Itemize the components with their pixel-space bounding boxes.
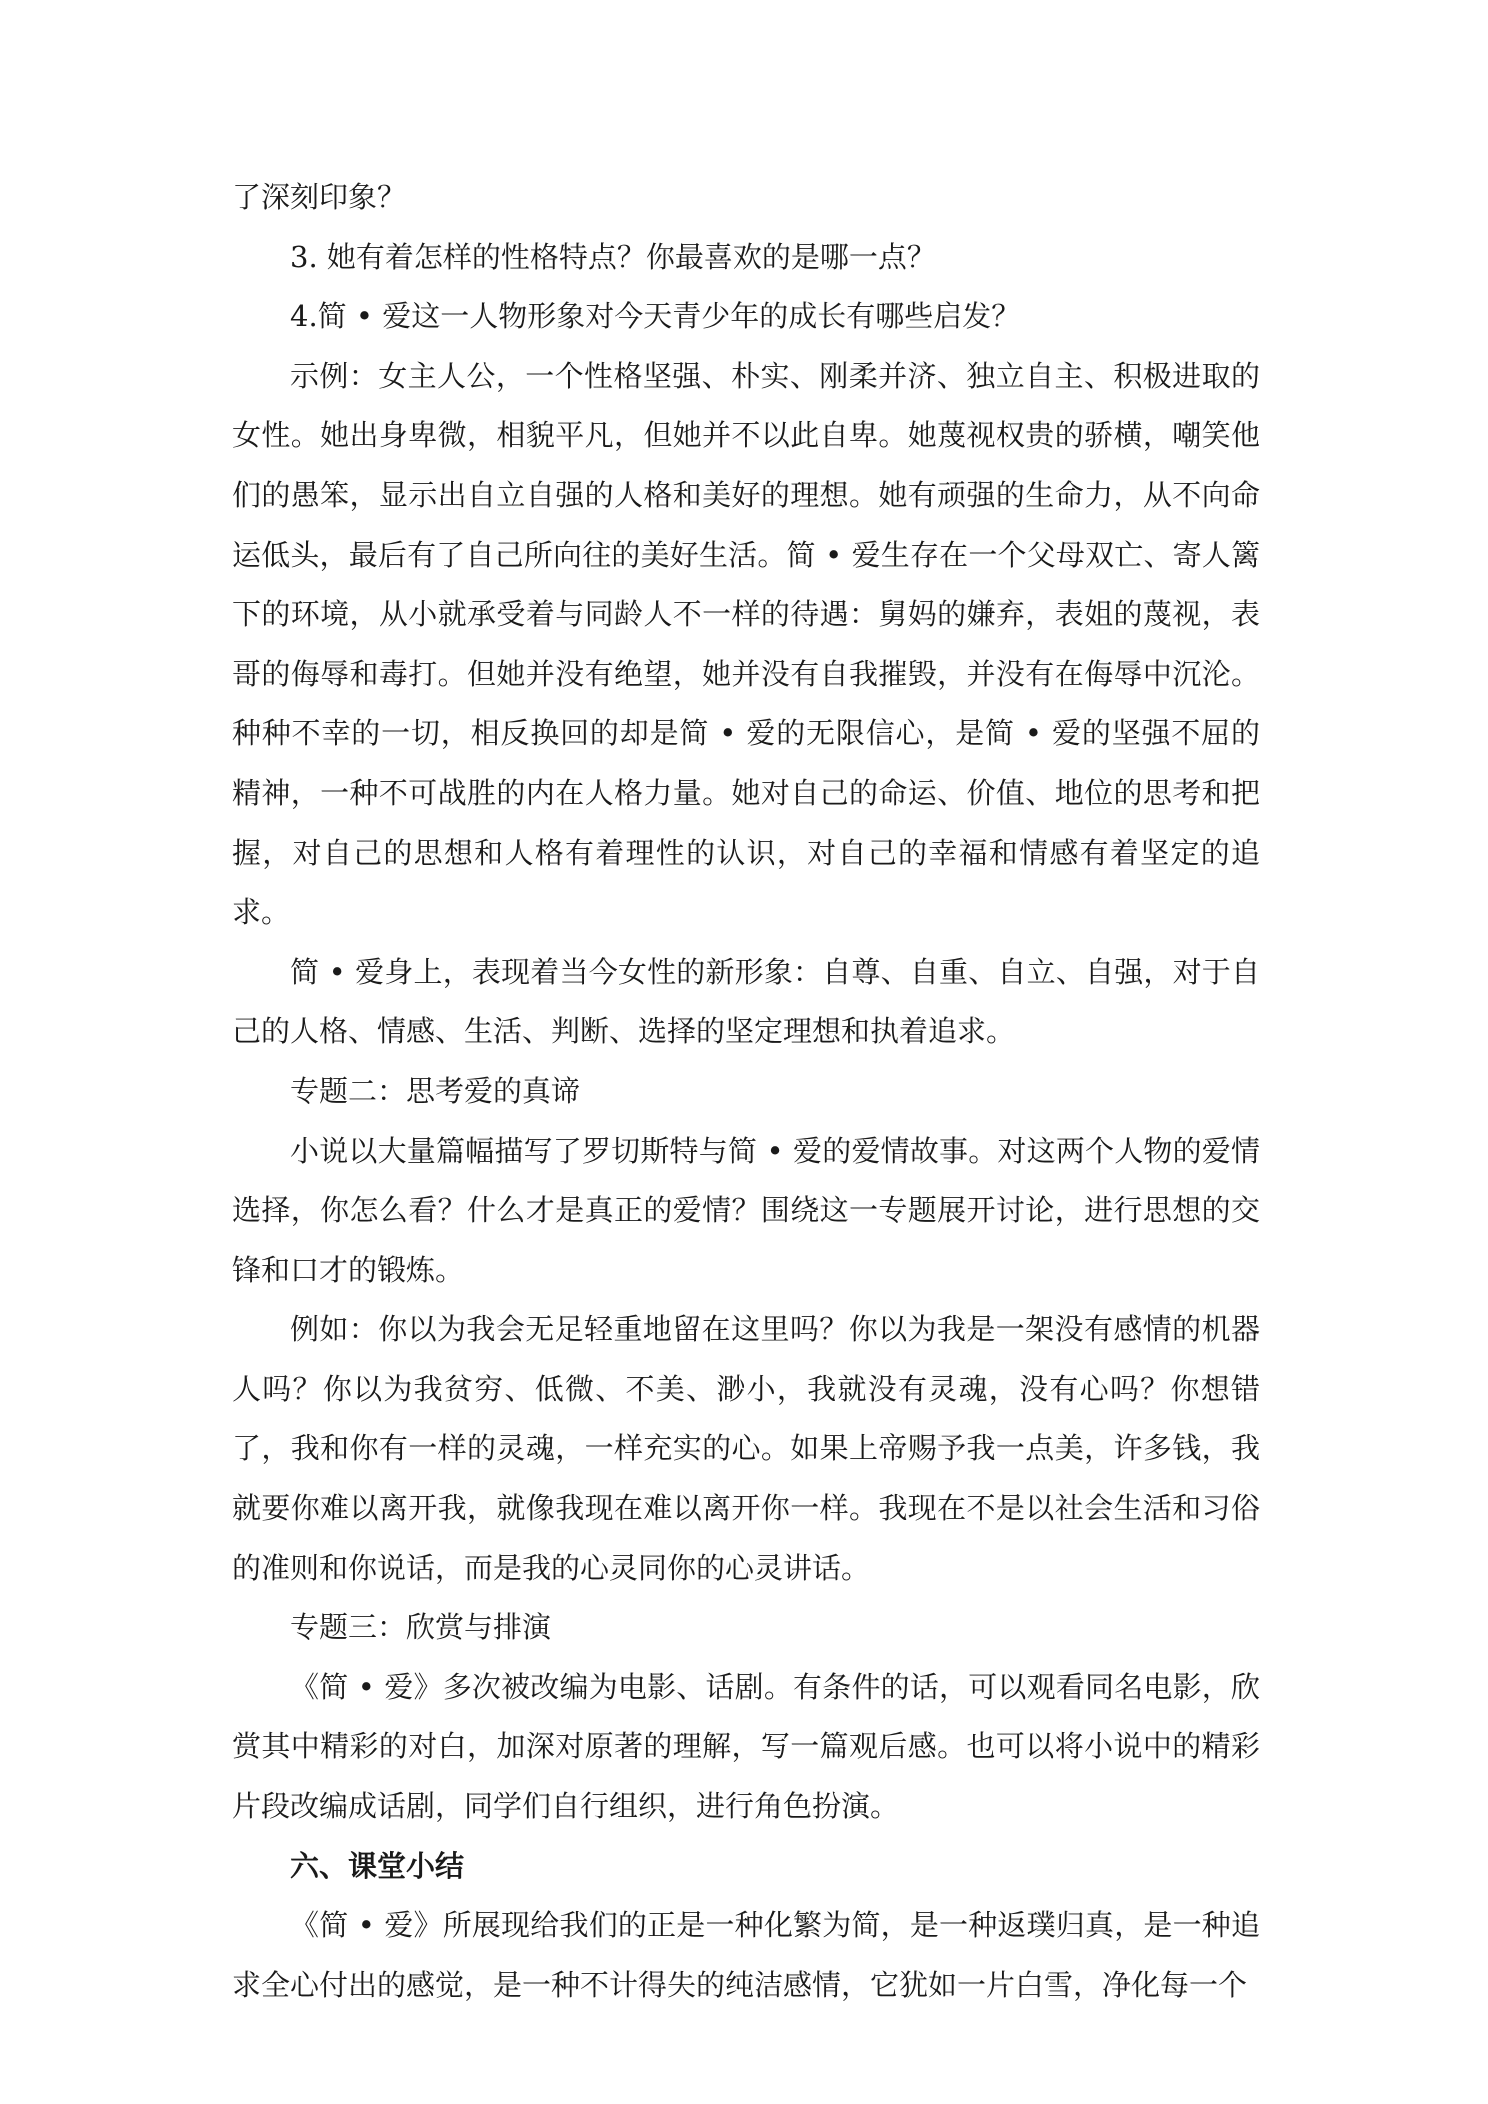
topic-three-title: 专题三：欣赏与排演 [290,1610,552,1645]
summary-paragraph: 《简 • 爱》所展现给我们的正是一种化繁为简，是一种返璞归真，是一种追求全心付出的感觉，是一种不计得失的纯洁感情，它犹如一片白雪，净化每一个 [232,1908,1260,2002]
topic-three-paragraph: 《简 • 爱》多次被改编为电影、话剧。有条件的话，可以观看同名电影，欣赏其中精彩的对白，加深对原著的理解，写一篇观后感。也可以将小说中的精彩片段改编成话剧，同学们自行组织，进行角色扮演。 [232,1669,1260,1824]
paragraph-continuation: 了深刻印象？ [232,180,407,214]
document-page [232,168,1260,2015]
topic-two-title: 专题二：思考爱的真谛 [290,1073,581,1108]
question-4: 4.简 • 爱这一人物形象对今天青少年的成长有哪些启发？ [290,299,1021,334]
topic-two-paragraph: 小说以大量篇幅描写了罗切斯特与简 • 爱的爱情故事。对这两个人物的爱情选择，你怎么看？什么才是真正的爱情？围绕这一专题展开讨论，进行思想的交锋和口才的锻炼。 [232,1133,1260,1287]
quote-example-paragraph: 例如：你以为我会无足轻重地留在这里吗？你以为我是一架没有感情的机器人吗？你以为我贫穷、低微、不美、渺小，我就没有灵魂，没有心吗？你想错了，我和你有一样的灵魂，一样充实的心。如果上帝赐予我一点美，许多钱，我就要你难以离开我，就像我现在难以离开你一样。我现在不是以社会生活和习俗的准则和你说话，而是我的心灵同你的心灵讲话。 [232,1312,1260,1585]
section-heading-summary: 六、课堂小结 [290,1848,465,1883]
example-paragraph: 示例：女主人公，一个性格坚强、朴实、刚柔并济、独立自主、积极进取的女性。她出身卑微，相貌平凡，但她并不以此自卑。她蔑视权贵的骄横，嘲笑他们的愚笨，显示出自立自强的人格和美好的理想。她有顽强的生命力，从不向命运低头，最后有了自己所向往的美好生活。简 • 爱生存在一个父母双亡、寄人篱下的环境，从小就承受着与同龄人不一样的待遇：舅妈的嫌弃，表姐的蔑视，表哥的侮辱和毒打。但她并没有绝望，她并没有自我摧毁，并没有在侮辱中沉沦。种种不幸的一切，相反换回的却是简 • 爱的无限信心，是简 • 爱的坚强不屈的精神，一种不可战胜的内在人格力量。她对自己的命运、价值、地位的思考和把握，对自己的思想和人格有着理性的认识，对自己的幸福和情感有着坚定的追求。 [232,358,1260,930]
question-3: 3. 她有着怎样的性格特点？你最喜欢的是哪一点？ [290,239,936,274]
new-image-paragraph: 简 • 爱身上，表现着当今女性的新形象：自尊、自重、自立、自强，对于自己的人格、情感、生活、判断、选择的坚定理想和执着追求。 [232,954,1260,1049]
